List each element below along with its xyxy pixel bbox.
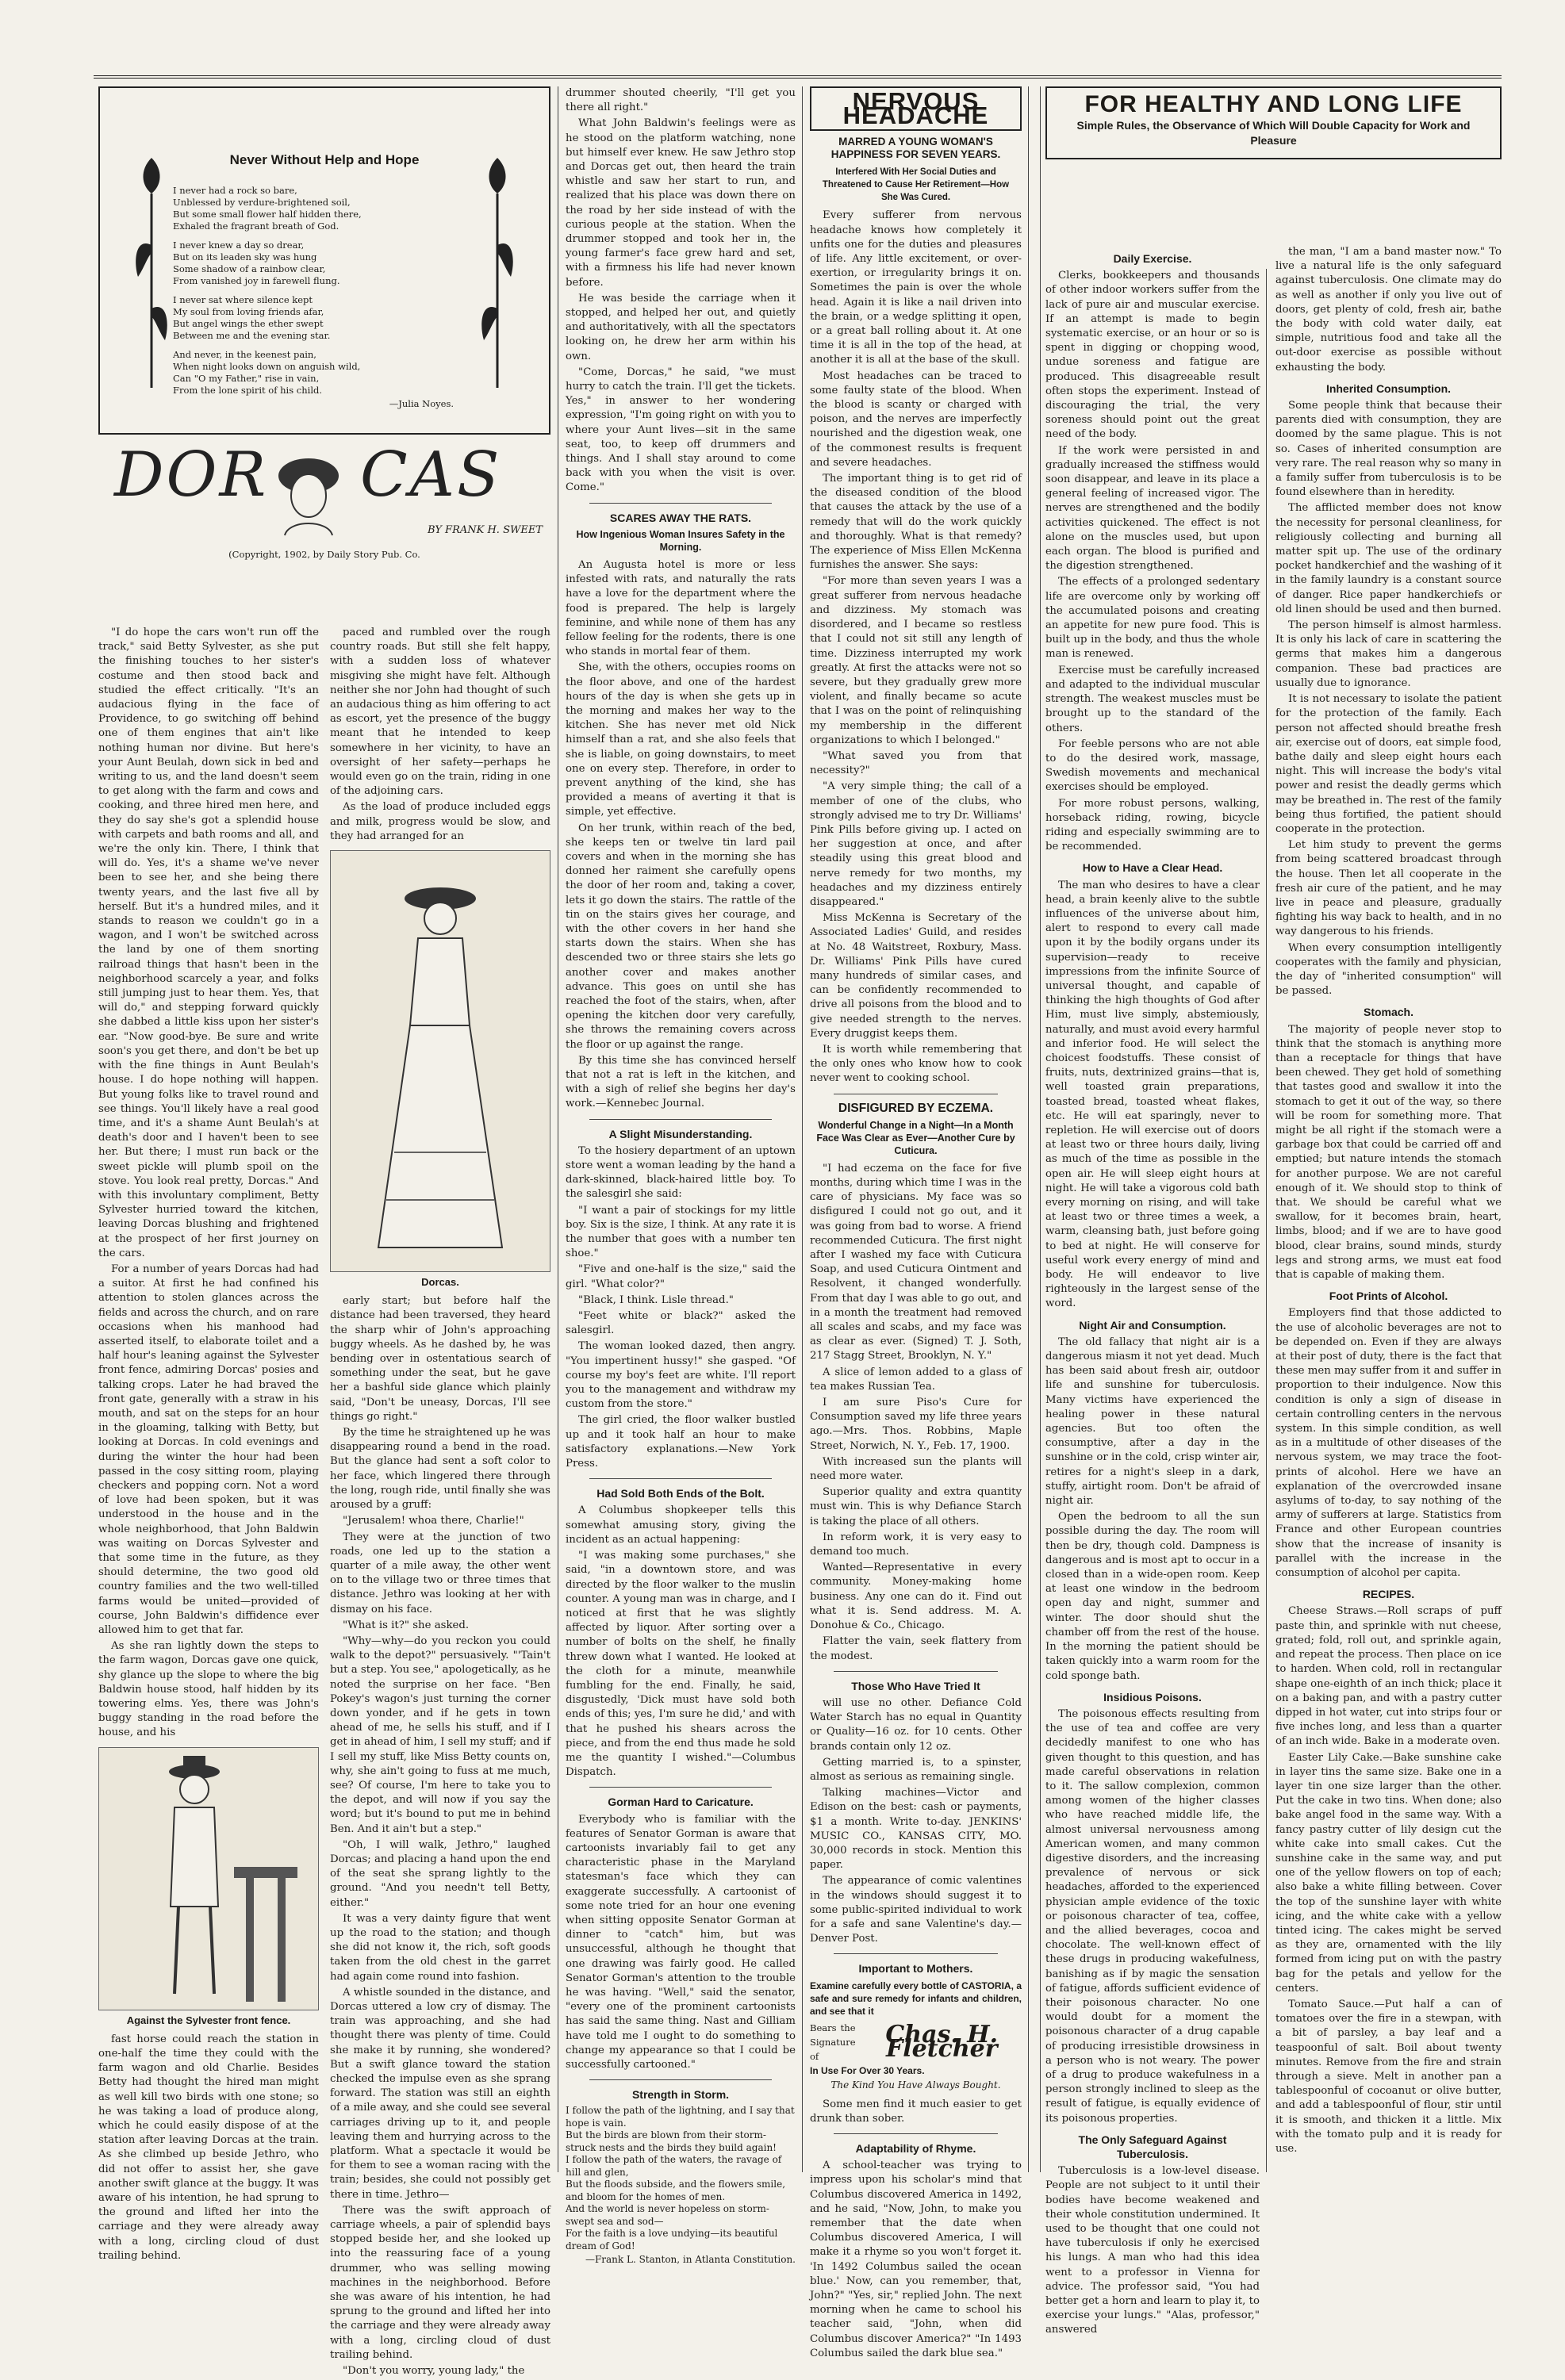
paragraph: drummer shouted cheerily, "I'll get you there all right.": [566, 87, 796, 114]
paragraph: The effects of a prolonged sedentary life are overcome only by working off the accumulated poisons and creating an appetite for new pure food. This is built up in the body, and thus the whole man is renewed.: [1045, 576, 1260, 661]
paragraph: For more robust persons, walking, horseback riding, rowing, bicycle riding and especially swimming are to be recommended.: [1045, 797, 1260, 853]
nervous-paras: [810, 209, 1022, 1086]
paragraph: "Jerusalem! whoa there, Charlie!": [343, 1515, 524, 1527]
column-4: [810, 86, 1022, 2359]
lily-ornament-icon: [132, 150, 171, 396]
paragraph: "Oh, I will walk, Jethro," laughed Dorcas; and placing a hand upon the end of the seat she sprang lightly to the ground. "And you needn't tell Betty, either.": [330, 1838, 550, 1909]
newspaper-page: [94, 75, 1502, 2378]
paragraph: Most headaches can be traced to some faulty state of the blood. When the blood is scanty or charged with poison, and the nerves are imperfectly nourished and the digestion weak, one of the commonest results is frequent and severe headaches.: [810, 370, 1022, 469]
divider: [589, 1787, 772, 1788]
paragraph: "Come, Dorcas," he said, "we must hurry to catch the train. I'll get the tickets. Yes," in answer to her wondering expression, "I'm going right on with you to where your Aunt lives—sit in the same seat, too, to keep off drummers and things. And I shall stay around to come back with you when the visit is over. Come.": [566, 366, 796, 494]
health-title: FOR HEALTHY AND LONG LIFE: [1084, 91, 1463, 117]
column-rule: [1040, 86, 1041, 2172]
poem-line: Exhaled the fragrant breath of God.: [173, 220, 339, 232]
paragraph: The old fallacy that night air is a dangerous miasm it not yet dead. Much has been said about fresh air, outdoor life and sunshine for tuberculosis. Many victims have experienced the healing power in these natural agencies. But too often the consumptive, after a day in the sunshine or in the cold, crisp winter air, retires for a night's sleep in a dark, stuffy, airtight room. Don't be afraid of night air.: [1045, 1336, 1260, 1508]
column-3: [566, 86, 796, 2266]
paragraph: It is not necessary to isolate the patient for the protection of the family. Each person not affected should breathe fresh air, exercise out of doors, eat simple food, bathe daily and sleep eight hours each night. This will increase the body's vital power and resist the deadly germs which may be breathed in. The rest of the family being thus fortified, the patient should cooperate in the protection.: [1275, 693, 1502, 835]
byline: BY FRANK H. SWEET: [428, 523, 543, 536]
paragraph: It was a very dainty figure that went up the road to the station; and though she did not know it, the rich, soft goods taken from the old chest in the garret had again come round into fashion.: [330, 1912, 550, 1983]
paragraph: The poisonous effects resulting from the use of tea and coffee are very decidedly manifest to one who has given thought to this question, and has made careful observations in relation to it. The sallow complexion, common among women of the higher classes who have reached middle life, the almost universal nervousness among American women, and many common digestive disorders, and the increasing prevalence of nervous or sick headaches, afforded to the experienced physician ample evidence of the toxic or poisonous character of tea, coffee, and the allied beverages, cocoa and chocolate. The well-known effect of these drugs in producing wakefulness, banishing as if by magic the sensation of fatigue, affords sufficient evidence of their poisonous character. No one would doubt for a moment the poisonous character of a drug capable of producing irresistible drowsiness in a person who is not weary. The power of a drug to produce wakefulness in a person strongly inclined to sleep as the result of fatigue, is equally evidence of its poisonous properties.: [1045, 1707, 1260, 2125]
poem-box: [98, 86, 550, 435]
poem-line: But on its leaden sky was hung: [173, 251, 317, 263]
mothers-line: In Use For Over 30 Years.: [810, 2065, 925, 2077]
paragraph: The afflicted member does not know the necessity for personal cleanliness, for religiously collecting and burning all matter spit up. The use of the ordinary pocket handkerchief and the washing of it in the family laundry is a constant source of danger. Rice paper handkerchiefs or old linen should be used and then burned.: [1275, 502, 1502, 615]
paragraph: Exercise must be carefully increased and adapted to the individual muscular strength. The weakest muscles must be brought up to the standard of the others.: [1045, 664, 1260, 734]
fence-caption: Against the Sylvester front fence.: [126, 2014, 291, 2026]
health-heading: RECIPES.: [1362, 1588, 1415, 1601]
paragraph: The man who desires to have a clear head, a brain keenly alive to the subtle influences of the universe about him, alert to respond to every call made upon it by the bodily organs under its supervision—ready to receive impressions from the infinite Source of universal thought, and capable of thinking the high thoughts of God after Him, must live simply, abstemiously, naturally, and must avoid every harmful and inferior food. He will select the choicest foodstuffs. These consist of fruits, nuts, dextrinized grains—that is, well toasted grain preparations, toasted bread, toasted wheat flakes, etc. He will eat sparingly, never to repletion. He will exercise out of doors at least two or three hours daily, living as much of the time as possible in the open air. He will sleep eight hours at night. He will take a vigorous cold bath every morning on rising, and will take at least two or three times a week, a warm, cleansing bath, just before going to bed at night. He will conserve for useful work every energy of mind and body. He will endeavor to live righteously in the largest sense of the word.: [1045, 879, 1260, 1310]
dorcas-caption: Dorcas.: [421, 1276, 459, 1289]
paragraph: She, with the others, occupies rooms on the floor above, and one of the hardest hours of the day is when she gets up in the morning and makes her way to the kitchen. She has never met old Nick himself than a rat, and she also feels that she is liable, on going downstairs, to meet one on every step. Therefore, in order to prevent anything of the kind, she has provided a means of averting it that is simple, yet effective.: [566, 661, 796, 818]
poem-author: —Julia Noyes.: [389, 398, 454, 410]
masthead-title-right: CAS: [360, 439, 502, 511]
divider: [589, 503, 772, 504]
paragraph: early start; but before half the distance had been traversed, they heard the sharp whir of John's approaching buggy wheels. As he dashed by, he was bending over in ostentatious search of something under the seat, but he gave her a bashful side glance which plainly said, "Don't be uneasy, Dorcas, I'll see things go right.": [330, 1295, 550, 1423]
paragraph: "I do hope the cars won't run off the track," said Betty Sylvester, as she put the finishing touches to her sister's costume and then stood back and studied the effect critically. "It's an audacious flying in the face of Providence, to go switching off behind one of them engines that ain't like nothing human nor divine. But here's your Aunt Beulah, down sick in bed and writing to us, and the land doesn't seem to get along with the farm and cows and cooking, and three hired men here, and they do say she's got a splendid house with carpets and bath rooms and all, and we're the only kin. There, I think that will do. Yes, it's a shame we've never been to see her, and she being there twenty years, and the last five all by herself. But it's a hundred miles, and it stands to reason we couldn't go in a wagon, and I won't be switched across the land by one of them snorting railroad things that hasn't been in the neighborhood scarcely a year, and folks still jumping just to hear them. Yes, that will do," and stepping forward quickly she dabbed a little kiss upon her sister's ear. "Now good-bye. Be sure and write soon's you get there, and don't be bet up with the fine things in Aunt Beulah's house. I do hope nothing will happen. But young folks like to travel round and see things. You'll likely have a real good time, and it's a shame Aunt Beulah's at death's door and I haven't been to see her. But there; I must run back or the sweet pickle will plumb spoil on the stove. You look real pretty, Dorcas." And with this involuntary compliment, Betty Sylvester hurried toward the kitchen, leaving Dorcas blushing and frightened at the prospect of her first journey on the cars.: [98, 627, 319, 1259]
divider: [589, 2079, 772, 2080]
paragraph: As she ran lightly down the steps to the farm wagon, Dorcas gave one quick, shy glance up the slope to where the big Baldwin house stood, half hidden by its towering elms. Yes, there was John's buggy standing in the road before the house, and his: [98, 1640, 319, 1739]
paragraph: On her trunk, within reach of the bed, she keeps ten or twelve tin lard pail covers and when in the morning she has donned her raiment she carefully opens the door of her room and, taking a cover, lets it go down the stairs. The rattle of the tin on the stairs gives her courage, and with the other covers in her hand she starts down the stairs. When she has descended two or three stairs she lets go another cover and makes another advance. This goes on until she has reached the foot of the stairs, when, after opening the kitchen door very carefully, she throws the remaining covers across the floor or up against the range.: [566, 822, 796, 1051]
paragraph: "What saved you from that necessity?": [810, 749, 1022, 777]
signature-row: [810, 2021, 1022, 2064]
poem-line: Unblessed by verdure-brightened soil,: [173, 197, 351, 209]
poem-line: Between me and the evening star.: [173, 330, 331, 342]
poem-line: And never, in the keenest pain,: [173, 349, 316, 361]
dorcas-col1: [98, 626, 319, 2265]
health-heading: Insidious Poisons.: [1103, 1690, 1202, 1704]
paragraph: Wanted—Representative in every community. Money-making home business. Any one can do it. Find out what it is. Send address. M. A. Donohue & Co., Chicago.: [810, 1562, 1022, 1632]
paragraph: Let him study to prevent the germs from being scattered broadcast through the house. Then let all cooperate in the fresh air cure of the patient, and he may live in peace and pleasure, gradually fighting his way back to health, and in no way dangerous to his friends.: [1275, 839, 1502, 938]
tried-paras: [810, 1696, 1022, 1946]
health-heading: The Only Safeguard Against Tuberculosis.: [1078, 2133, 1227, 2160]
paragraph: Open the bedroom to all the sun possible during the day. The room will then be dry, though cold. Dampness is dangerous and is most apt to occur in a closed than in a wide-open room. Keep at least one window in the bedroom open day and night, summer and winter. The door should shut the chamber off from the rest of the house. In the morning the patient should be taken quickly into a warm room for the cold sponge bath.: [1045, 1511, 1260, 1682]
paragraph: Clerks, bookkeepers and thousands of other indoor workers suffer from the lack of pure air and muscular exercise. If an attempt is made to begin systematic exercise, or an hour or so is spent in digging or chopping wood, undue soreness and fatigue are produced. This disagreeable result often stops the experiment. Instead of discouraging the trial, the very soreness should point out the great need of the body.: [1045, 270, 1260, 441]
paragraph: The majority of people never stop to think that the stomach is anything more than a receptacle for things that have been chewed. They get hold of something that tastes good and swallow it into the stomach to get it out of the way, so there will be room for something more. That might be all right if the stomach were a garbage box that could be carried off and emptied; but nature intends the stomach for another purpose. We are not careful enough of it. We should stop to think of that. We should be careful what we swallow, for it becomes brain, heart, limbs, blood; and if we are to have good blood, clear brains, sound minds, sturdy legs and strong arms, we must eat food that is capable of making them.: [1275, 1023, 1502, 1282]
poem-line: Can "O my Father," rise in vain,: [173, 373, 320, 385]
paragraph: It is worth while remembering that the only ones who know how to cook never went to cooking school.: [810, 1043, 1022, 1085]
paragraph: What John Baldwin's feelings were as he stood on the platform watching, none but himself ever knew. He saw Jethro stop and Dorcas get out, then heard the train whistle and saw her start to run, and realized that his place was down there on the road by her side instead of with the curious people at the station. When the drummer stopped and took her in, the young farmer's face grew hard and set, with a firmness his life had never known before.: [566, 117, 796, 289]
paragraph: A school-teacher was trying to impress upon his scholar's mind that Columbus discovered America in 1492, and he said, "Now, John, to make you remember that the date when Columbus discovered America, I will make it a rhyme so you won't forget it. 'In 1492 Columbus sailed the ocean blue.' Now, can you remember, that, John?" "Yes, sir," replied John. The next morning when he came to school his teacher said, "John, when did Columbus discover America?" "In 1493 Columbus sailed the dark blue sea.": [810, 2160, 1022, 2359]
poem-lines: [173, 185, 476, 397]
health-col-b: [1275, 245, 1502, 2158]
poem-line: I never knew a day so drear,: [173, 240, 305, 251]
poem-line: I never had a rock so bare,: [173, 185, 297, 197]
paragraph: "Black, I think. Lisle thread.": [578, 1293, 734, 1306]
paragraph: An Augusta hotel is more or less infested with rats, and naturally the rats have a love for the department where the food is prepared. The help is largely feminine, and while none of them has any fellow feeling for the rodents, there is one who stands in mortal fear of them.: [566, 558, 796, 658]
article-title: SCARES AWAY THE RATS.: [609, 511, 752, 524]
paragraph: For feeble persons who are not able to do the desired work, massage, Swedish movements and mechanical exercises should be employed.: [1045, 738, 1260, 794]
copyright: (Copyright, 1902, by Daily Story Pub. Co.: [228, 549, 420, 560]
poem-line: But some small flower half hidden there,: [173, 209, 362, 220]
poem-line: Some shadow of a rainbow clear,: [173, 263, 326, 275]
divider: [834, 1953, 998, 1954]
woman-in-dress-icon: [331, 851, 550, 1270]
col3-articles: [566, 511, 796, 2073]
paragraph: The appearance of comic valentines in the windows should suggest it to some public-spirited individual to work for a safe and sane Valentine's day.—Denver Post.: [810, 1875, 1022, 1945]
paragraph: "Five and one-half is the size," said the girl. "What color?": [566, 1263, 796, 1290]
paragraph: A slice of lemon added to a glass of tea makes Russian Tea.: [810, 1366, 1022, 1393]
paragraph: Talking machines—Victor and Edison on the best: cash or payments, $1 a month. Write to-day. JENKINS' MUSIC CO., KANSAS CITY, MO. 30,000 records in stock. Mention this paper.: [810, 1787, 1022, 1872]
paragraph: fast horse could reach the station in one-half the time they could with the farm wagon and old Charlie. Besides Betty had thought the hired man might as well kill two birds with one stone; so he was taking a load of produce along, which he could easily dispose of at the station after leaving Dorcas at the train. As she climbed up beside Jethro, who did not offer to assist her, she gave another swift glance at the buggy. It was aware of his intention, he had sprung to the ground and lifted her into the carriage and they were already away with a long, circling cloud of dust trailing behind.: [98, 2033, 319, 2262]
paragraph: "I had eczema on the face for five months, during which time I was in the care of physicians. My face was so disfigured I could not go out, and it was going from bad to worse. A friend recommended Cuticura. The first night after I washed my face with Cuticura Soap, and used Cuticura Ointment and Resolvent, it changed wonderfully. From that day I was able to go out, and in a month the treatment had removed all scales and scabs, and my face was as clear as ever. (Signed) T. J. Soth, 217 Stagg Street, Brooklyn, N. Y.": [810, 1162, 1022, 1362]
health-heading: How to Have a Clear Head.: [1082, 861, 1223, 875]
divider: [589, 1478, 772, 1479]
man-at-fence-icon: [99, 1748, 318, 2008]
poem-line: When night looks down on anguish wild,: [173, 361, 361, 373]
paragraph: Tuberculosis is a low-level disease. People are not subject to it until their bodies have become weakened and their whole constitution undermined. It used to be thought that one could not have tuberculosis if only he exercised his lungs. A man who had this idea went to a professor in Vienna for advice. The professor said, "You had better get a horn and learn to play it, to exercise your lungs." "Alas, professor," answered: [1045, 2165, 1260, 2336]
stanza-break: [173, 287, 476, 294]
health-heading: Stomach.: [1363, 1006, 1413, 1019]
eczema-paras: [810, 1162, 1022, 1664]
paragraph: Superior quality and extra quantity must win. This is why Defiance Starch is taking the place of all others.: [810, 1486, 1022, 1527]
paragraph: He was beside the carriage when it stopped, and helped her out, and quietly and authoritatively, with all the spectators looking on, he drew her arm within his own.: [566, 292, 796, 362]
divider: [834, 1671, 998, 1672]
divider: [589, 1119, 772, 1120]
column-rule: [802, 86, 803, 2172]
paragraph: Miss McKenna is Secretary of the Associated Ladies' Guild, and resides at No. 48 Waitstreet, Roxbury, Mass. Dr. Williams' Pink Pills have cured many hundreds of similar cases, and can be confidently recommended to drive all poisons from the blood and to give needed strength to the nerves. Every druggist keeps them.: [810, 912, 1022, 1040]
health-section: [1045, 86, 1502, 2336]
eczema-title: DISFIGURED BY ECZEMA.: [838, 1101, 994, 1115]
paragraph: If the work were persisted in and gradually increased the stiffness would soon disappear, and leave in its place a general feeling of increased vigor. The nerves are strengthened and the bodily activities quickened. The effect is not alone on the muscles used, but upon each organ. The blood is purified and the digestion strengthened.: [1045, 444, 1260, 573]
paragraph: "For more than seven years I was a great sufferer from nervous headache and dizziness. My stomach was disordered, and I became so restless that I could not sit still any length of time. Dizziness interrupted my work greatly. At first the attacks were not so severe, but they gradually grew more violent, and finally became so acute that I was on the point of relinquishing my membership in the different organizations to which I belonged.": [810, 575, 1022, 746]
dorcas-col2: [330, 626, 550, 2380]
paragraph: Getting married is, to a spinster, almost as serious as remaining single.: [810, 1756, 1022, 1783]
paragraph: "Don't you worry, young lady," the: [343, 2365, 525, 2378]
paragraph: A Columbus shopkeeper tells this somewhat amusing story, giving the incident as an actual happening:: [566, 1504, 796, 1546]
masthead-title-left: DOR: [114, 439, 269, 511]
paragraph: "What is it?" she asked.: [343, 1619, 470, 1631]
signature-label: Bears the Signature of: [810, 2022, 856, 2062]
health-heading: Foot Prints of Alcohol.: [1329, 1290, 1448, 1303]
poem-line: I never sat where silence kept: [173, 294, 313, 306]
poem-line: From vanished joy in farewell flung.: [173, 275, 340, 287]
article-subtitle: How Ingenious Woman Insures Safety in the Morning.: [576, 528, 785, 553]
divider: [834, 2133, 998, 2134]
health-heading: Daily Exercise.: [1113, 252, 1192, 265]
paragraph: Every sufferer from nervous headache knows how completely it unfits one for the duties and pleasures of life. Any little excitement, or over-exertion, or irregularity brings it on. Sometimes the pain is over the whole head. Again it is like a nail driven into the brain, or a wedge splitting it open, or a great ball rolling about it. At one time it is all in the top of the head, at another it is all at the base of the skull.: [810, 209, 1022, 366]
paragraph: Tomato Sauce.—Put half a can of tomatoes over the fire in a stewpan, with a bit of parsley, a bay leaf and a teaspoonful of salt. Boil about twenty minutes. Remove from the fire and strain through a sieve. Melt in another pan a tablespoonful of cocoanut or olive butter, and add a tablespoonful of flour, stir until it is smooth, and thicken it a little. Mix with the tomato pulp and it is ready for use.: [1275, 1998, 1502, 2155]
tried-title: Those Who Have Tried It: [851, 1679, 980, 1692]
paragraph: Employers find that those addicted to the use of alcoholic beverages are not to be depended on. Even if they are always at their post of duty, there is the fact that these men may suffer from it and suffer in proportion to their indulgence. Now this condition is only a sign of disease in certain controlling centers in the nervous system. In this simple condition, as well as in a multitude of other diseases of the nervous system, we may trace the foot-prints of alcohol. Here we have an explanation of the overcrowded insane asylums of to-day, to say nothing of the army of sufferers at large. Statistics from France and other European countries show that the increase of insanity is parallel with the increase in the consumption of alcohol per capita.: [1275, 1307, 1502, 1580]
article-title: A Slight Misunderstanding.: [608, 1127, 753, 1140]
poem-line: From the lone spirit of his child.: [173, 385, 323, 397]
poem-line: But angel wings the ether swept: [173, 318, 324, 330]
paragraph: Cheese Straws.—Roll scraps of puff paste thin, and sprinkle with nut cheese, grated; fold, roll out, and sprinkle again, and repeat the process. Then place on ice to harden. When cold, roll in rectangular shape one-eighth of an inch thick; place it on a baking pan, and with a pastry cutter dipped in hot water, cut into strips four or five inches long, and less than a quarter of an inch wide. Bake in a moderate oven.: [1275, 1605, 1502, 1748]
paragraph: Some men find it much easier to get drunk than sober.: [810, 2098, 1022, 2125]
paragraph: "I want a pair of stockings for my little boy. Six is the size, I think. At any rate it is the number that goes with a number ten shoe.": [566, 1204, 796, 1260]
poem-line: And the world is never hopeless on storm-swept sea and sod—: [566, 2203, 769, 2227]
paragraph: I am sure Piso's Cure for Consumption saved my life three years ago.—Mrs. Thos. Robbins, Maple Street, Norwich, N. Y., Feb. 17, 1900.: [810, 1397, 1022, 1452]
paragraph: The important thing is to get rid of the diseased condition of the blood that causes the attack by the use of a remedy that will do the work quickly and thoroughly. What is that remedy? The experience of Miss Ellen McKenna furnishes the answer. She says:: [810, 473, 1022, 572]
woman-portrait-icon: [269, 452, 348, 539]
poem2-title: Strength in Storm.: [631, 2088, 730, 2102]
paragraph: Flatter the vain, seek flattery from the modest.: [810, 1635, 1022, 1662]
poem-title: Never Without Help and Hope: [229, 152, 420, 167]
paragraph: They were at the junction of two roads, one led up to the station a quarter of a mile away, the other went on to the village two or three times that distance. Jethro was looking at her with dismay on his face.: [330, 1531, 550, 1615]
paragraph: will use no other. Defiance Cold Water Starch has no equal in Quantity or Quality—16 oz. for 10 cents. Other brands contain only 12 oz.: [810, 1696, 1022, 1753]
paragraph: The person himself is almost harmless. It is only his lack of care in scattering the germs that makes him a dangerous companion. These bad practices are usually due to ignorance.: [1275, 619, 1502, 689]
health-col-a: [1045, 245, 1260, 2340]
paragraph: Some people think that because their parents died with consumption, they are doomed by the same plague. This is not so. Cases of inherited consumption are very rare. The real reason why so many in a family suffer from tuberculosis is to be found elsewhere than in heredity.: [1275, 400, 1502, 499]
health-heading: Night Air and Consumption.: [1079, 1318, 1226, 1332]
paragraph: A whistle sounded in the distance, and Dorcas uttered a low cry of dismay. The train was approaching, and she had thought there was plenty of time. Could she make it by running, she wondered? But a swift glance toward the station checked the impulse even as she sprang forward. The station was still an eighth of a mile away, and she could see several carriages driving up to it, and people leaving them and hurrying across to the platform. What a spectacle it would be for them to see a woman racing with the train; besides, she could not possibly get there in time. Jethro—: [330, 1986, 550, 2201]
poem2-lines: [566, 2105, 796, 2252]
poem-line: My soul from loving friends afar,: [173, 306, 324, 318]
lily-ornament-icon: [478, 150, 517, 396]
paragraph: To the hosiery department of an uptown store went a woman leading by the hand a dark-skinned, black-haired little boy. To the salesgirl she said:: [566, 1144, 796, 1201]
poem-line: I follow the path of the waters, the ravage of hill and glen,: [566, 2154, 782, 2178]
paragraph: By the time he straightened up he was disappearing round a bend in the road. But the glance had sent a soft color to her face, which lingered there through the long, rough ride, until finally she was aroused by a gruff:: [330, 1427, 550, 1512]
paragraph: There was the swift approach of carriage wheels, a pair of splendid bays stopped beside her, and she looked up into the reassuring face of a young drummer, who was selling mowing machines in the neighborhood. Before she was aware of his intention, he had sprung to the ground and lifted her into the carriage and they were already away with a long, circling cloud of dust trailing behind.: [330, 2204, 550, 2361]
stanza-break: [173, 232, 476, 240]
nervous-sub1: MARRED A YOUNG WOMAN'S HAPPINESS FOR SEVEN YEARS.: [830, 136, 1001, 161]
article-title: Gorman Hard to Caricature.: [608, 1796, 754, 1809]
paragraph: "I was making some purchases," she said, "in a downtown store, and was directed by the floor walker to the muslin counter. A young man was in charge, and I noticed at first that he was slightly affected by liquor. After sorting over a number of bolts on the shelf, he finally threw down what I wanted. He looked at the cloth for a minute, meanwhile fumbling for the end. Finally, he said, disgustedly, 'Dick must have sold both ends of this; yes, I'm sure he did,' and with that he pushed his shears across the piece, and from the end thus made he sold me the quantity I wished."—Columbus Dispatch.: [566, 1550, 796, 1779]
paragraph: "Feet white or black?" asked the salesgirl.: [566, 1310, 796, 1337]
eczema-sub: Wonderful Change in a Night—In a Month Face Was Clear as Ever—Another Cure by Cuticura.: [816, 1119, 1015, 1156]
mothers-line: The Kind You Have Always Bought.: [830, 2079, 1001, 2091]
dorcas-story: [98, 86, 550, 2378]
poem-line: For the faith is a love undying—its beautiful dream of God!: [566, 2228, 778, 2252]
fletcher-signature: Chas. H. Fletcher: [885, 2020, 999, 2063]
poem2-author: —Frank L. Stanton, in Atlanta Constitution.: [585, 2254, 796, 2266]
paragraph: Easter Lily Cake.—Bake sunshine cake in layer tins the same size. Bake one in a layer tin one size larger than the other. Put the cake in two tins. When done; also bake angel food in the same way. With a fancy pastry cutter of lily design cut the white cake into small cakes. Cut the sunshine cake in the same way, and put one of the yellow flowers on top of each; also bake a white filling between. Cover the top of the sunshine layer with white icing, and the white cake with a yellow tinted icing. The cakes might be served as they are, ornamented with the lily formed from icing put on with the pastry bag for the petals and yellow for the centers.: [1275, 1751, 1502, 1995]
poem-line: But the floods subside, and the flowers smile, and bloom for the homes of men.: [566, 2179, 786, 2202]
rhyme-title: Adaptability of Rhyme.: [855, 2141, 976, 2155]
health-subtitle: Simple Rules, the Observance of Which Will Double Capacity for Work and Pleasure: [1076, 119, 1471, 148]
health-header-box: [1045, 86, 1502, 159]
paragraph: By this time she has convinced herself that not a rat is left in the kitchen, and with a sigh of relief she begins her day's work.—Kennebec Journal.: [566, 1054, 796, 1110]
paragraph: In reform work, it is very easy to demand too much.: [810, 1531, 1022, 1558]
paragraph: Everybody who is familiar with the features of Senator Gorman is aware that cartoonists invariably fail to get any characteristic phase in the Maryland statesman's face which they can exaggerate successfully. A cartoonist of some note tried for an hour one evening when sitting opposite Senator Gorman at dinner to "catch" him, but was unsuccessful, although he thought that one drawing was fairly good. He called Senator Gorman's attention to the trouble he was having. "Well," said the senator, "every one of the prominent cartoonists has said the same thing. Nast and Gilliam have told me I ought to do something to change my appearance so that I could be successfully cartooned.": [566, 1813, 796, 2071]
paragraph: For a number of years Dorcas had had a suitor. At first he had confined his attention to stolen glances across the fields and across the church, and on rare occasions when his manhood had asserted itself, to elaborate toilet and a half hour's leaning against the Sylvester front fence, admiring Dorcas' posies and talking crops. Later he had braved the front gate, generally with a straw in his mouth, and sat on the steps for an hour in the gloaming, talking with Betty, but looking at Dorcas. In cold evenings and during the winter the hour had been passed in the cosy sitting room, playing checkers and popping corn. Not a word of love had been spoken, but it was understood in the house and in the whole neighborhood, that John Baldwin was waiting on Dorcas Sylvester and that some time in the future, as they should determine, the two good old country families and the two well-tilled farms would be united—provided of course, John Baldwin's diffidence ever allowed him to get that far.: [98, 1263, 319, 1637]
stanza-break: [173, 342, 476, 349]
poem-line: But the birds are blown from their storm-struck nests and the birds they build again!: [566, 2129, 777, 2153]
nervous-sub2: Interfered With Her Social Duties and Threatened to Cause Her Retirement—How She Was Cured.: [822, 167, 1010, 203]
paragraph: "A very simple thing; the call of a member of one of the clubs, who strongly advised me to try Dr. Williams' Pink Pills before giving up. I acted on her suggestion at once, and after steadily using this great blood and nerve remedy for two months, my headaches and my dizziness entirely disappeared.": [810, 780, 1022, 908]
mothers-title: Important to Mothers.: [858, 1962, 973, 1976]
nervous-headline: NERVOUS HEADACHE: [810, 86, 1022, 131]
fence-illustration: [98, 1747, 319, 2010]
paragraph: As the load of produce included eggs and milk, progress would be slow, and they had arranged for an: [330, 801, 550, 842]
paragraph: the man, "I am a band master now." To live a natural life is the only safeguard against tuberculosis. One climate may do as well as another if only you live out of doors, get plenty of cold, fresh air, bathe the body with cold water daily, eat simple, nutritious food and take all the out-door exercise as possible without exhausting the body.: [1275, 246, 1502, 374]
article-title: Had Sold Both Ends of the Bolt.: [596, 1487, 765, 1500]
dorcas-illustration: [330, 850, 550, 1272]
paragraph: With increased sun the plants will need more water.: [810, 1455, 1022, 1483]
paragraph: paced and rumbled over the rough country roads. But still she felt happy, with a sudden loss of whatever misgiving she might have felt. Although neither she nor John had thought of such an audacious thing as him offering to act as escort, yet the presence of the buggy meant that he intended to keep somewhere in her vicinity, to have an oversight of her safety—perhaps he would even go on the train, riding in one of the adjoining cars.: [330, 627, 550, 798]
dorcas-masthead: [98, 439, 550, 541]
health-heading: Inherited Consumption.: [1325, 381, 1452, 395]
paragraph: When every consumption intelligently cooperates with the family and physician, the day of "inherited consumption" will be passed.: [1275, 941, 1502, 998]
column-rule: [1028, 86, 1029, 2172]
poem-line: I follow the path of the lightning, and I say that hope is vain.: [566, 2105, 795, 2129]
paragraph: "Why—why—do you reckon you could walk to the depot?" persuasively. "'Tain't but a step. You see," apologetically, as he noted the surprise on her face. "Ben Pokey's wagon's just turning the corner down yonder, and if he gets in town ahead of me, he sells his stuff, and if I get in ahead of him, I sell my stuff; and if I sell my stuff, like Miss Betty counts on, why, she ain't going to fuss at me much, see? Of course, I'm here to take you to the depot, and will now if you say the word; but it's bound to put me in behind Ben. And it ain't but a step.": [330, 1635, 550, 1835]
paragraph: The woman looked dazed, then angry. "You impertinent hussy!" she gasped. "Of course my boy's feet are white. I'll report you to the management and withdraw my custom from the store.": [566, 1340, 796, 1411]
mothers-line: Examine carefully every bottle of CASTORIA, a safe and sure remedy for infants and children, and see that it: [810, 1980, 1022, 2017]
paragraph: The girl cried, the floor walker bustled up and it took half an hour to make satisfactory explanations.—New York Press.: [566, 1414, 796, 1470]
